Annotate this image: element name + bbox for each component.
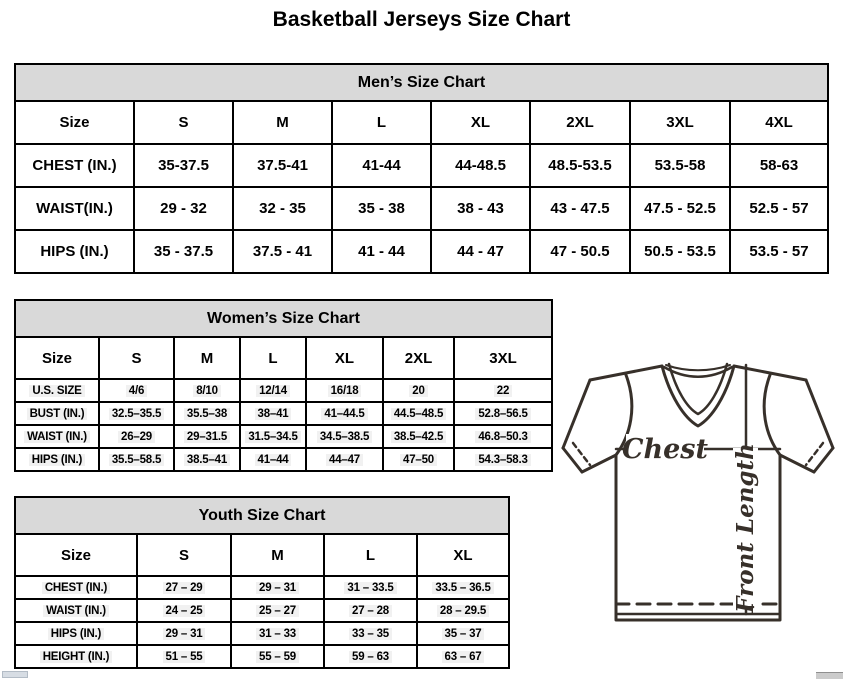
mens-value-cell: 41-44 <box>332 144 431 187</box>
chest-label: Chest <box>622 434 708 465</box>
womens-value-cell: 4/6 <box>99 379 174 402</box>
youth-value-cell: 27 – 28 <box>324 599 417 622</box>
youth-value-cell: 31 – 33 <box>231 622 324 645</box>
mens-value-cell: 43 - 47.5 <box>530 187 630 230</box>
womens-value-cell: 34.5–38.5 <box>306 425 383 448</box>
mens-value-cell: 38 - 43 <box>431 187 530 230</box>
womens-row-label: WAIST (IN.) <box>15 425 99 448</box>
front-length-label: Front Length <box>732 443 759 613</box>
mens-row-label: WAIST(IN.) <box>15 187 134 230</box>
womens-size-row-label: Size <box>15 337 99 379</box>
mens-table-row <box>15 187 828 230</box>
womens-column-header: M <box>174 337 240 379</box>
mens-value-cell: 48.5-53.5 <box>530 144 630 187</box>
womens-value-cell: 22 <box>454 379 552 402</box>
jersey-measurement-diagram <box>556 352 841 644</box>
scrollbar-fragment-left[interactable] <box>2 671 28 678</box>
mens-column-header: 4XL <box>730 101 828 144</box>
womens-value-cell: 35.5–38 <box>174 402 240 425</box>
youth-value-cell: 29 – 31 <box>231 576 324 599</box>
mens-row-label: HIPS (IN.) <box>15 230 134 273</box>
youth-value-cell: 59 – 63 <box>324 645 417 668</box>
womens-row-label: BUST (IN.) <box>15 402 99 425</box>
mens-value-cell: 29 - 32 <box>134 187 233 230</box>
mens-value-cell: 50.5 - 53.5 <box>630 230 730 273</box>
youth-row-label: HIPS (IN.) <box>15 622 137 645</box>
youth-value-cell: 31 – 33.5 <box>324 576 417 599</box>
mens-value-cell: 35-37.5 <box>134 144 233 187</box>
womens-value-cell: 16/18 <box>306 379 383 402</box>
youth-size-chart-table <box>14 496 510 669</box>
youth-table-row <box>15 622 509 645</box>
youth-column-header: S <box>137 534 231 576</box>
youth-row-label: HEIGHT (IN.) <box>15 645 137 668</box>
mens-chart-title: Men’s Size Chart <box>15 64 828 101</box>
womens-value-cell: 26–29 <box>99 425 174 448</box>
mens-column-header: 3XL <box>630 101 730 144</box>
womens-table-row <box>15 379 552 402</box>
mens-value-cell: 53.5-58 <box>630 144 730 187</box>
youth-table-row <box>15 576 509 599</box>
youth-table-row <box>15 645 509 668</box>
youth-value-cell: 25 – 27 <box>231 599 324 622</box>
womens-value-cell: 20 <box>383 379 454 402</box>
youth-row-label: WAIST (IN.) <box>15 599 137 622</box>
youth-column-header: XL <box>417 534 509 576</box>
youth-value-cell: 24 – 25 <box>137 599 231 622</box>
youth-column-header: L <box>324 534 417 576</box>
mens-value-cell: 35 - 38 <box>332 187 431 230</box>
womens-value-cell: 47–50 <box>383 448 454 471</box>
mens-row-label: CHEST (IN.) <box>15 144 134 187</box>
womens-value-cell: 12/14 <box>240 379 306 402</box>
page-title: Basketball Jerseys Size Chart <box>272 8 571 31</box>
youth-value-cell: 63 – 67 <box>417 645 509 668</box>
womens-table-row <box>15 402 552 425</box>
womens-value-cell: 29–31.5 <box>174 425 240 448</box>
womens-column-header: S <box>99 337 174 379</box>
womens-row-label: HIPS (IN.) <box>15 448 99 471</box>
youth-value-cell: 28 – 29.5 <box>417 599 509 622</box>
youth-value-cell: 27 – 29 <box>137 576 231 599</box>
youth-size-row-label: Size <box>15 534 137 576</box>
womens-value-cell: 38.5–42.5 <box>383 425 454 448</box>
mens-table-row <box>15 230 828 273</box>
youth-value-cell: 35 – 37 <box>417 622 509 645</box>
womens-value-cell: 44.5–48.5 <box>383 402 454 425</box>
youth-column-header: M <box>231 534 324 576</box>
youth-chart-title: Youth Size Chart <box>15 497 509 534</box>
womens-table-row <box>15 425 552 448</box>
mens-column-header: M <box>233 101 332 144</box>
mens-value-cell: 32 - 35 <box>233 187 332 230</box>
mens-value-cell: 37.5-41 <box>233 144 332 187</box>
womens-value-cell: 38.5–41 <box>174 448 240 471</box>
mens-value-cell: 44-48.5 <box>431 144 530 187</box>
womens-value-cell: 8/10 <box>174 379 240 402</box>
womens-row-label: U.S. SIZE <box>15 379 99 402</box>
youth-value-cell: 55 – 59 <box>231 645 324 668</box>
womens-value-cell: 31.5–34.5 <box>240 425 306 448</box>
womens-column-header: 2XL <box>383 337 454 379</box>
mens-value-cell: 47 - 50.5 <box>530 230 630 273</box>
mens-value-cell: 47.5 - 52.5 <box>630 187 730 230</box>
mens-value-cell: 44 - 47 <box>431 230 530 273</box>
womens-value-cell: 32.5–35.5 <box>99 402 174 425</box>
womens-value-cell: 52.8–56.5 <box>454 402 552 425</box>
mens-column-header: 2XL <box>530 101 630 144</box>
youth-value-cell: 51 – 55 <box>137 645 231 668</box>
mens-column-header: S <box>134 101 233 144</box>
mens-value-cell: 52.5 - 57 <box>730 187 828 230</box>
mens-size-chart-table <box>14 63 829 274</box>
youth-value-cell: 33.5 – 36.5 <box>417 576 509 599</box>
mens-column-header: L <box>332 101 431 144</box>
womens-value-cell: 38–41 <box>240 402 306 425</box>
womens-value-cell: 41–44.5 <box>306 402 383 425</box>
scrollbar-fragment-right[interactable] <box>816 672 843 679</box>
womens-value-cell: 41–44 <box>240 448 306 471</box>
youth-table-row <box>15 599 509 622</box>
mens-value-cell: 41 - 44 <box>332 230 431 273</box>
youth-row-label: CHEST (IN.) <box>15 576 137 599</box>
womens-column-header: 3XL <box>454 337 552 379</box>
youth-value-cell: 29 – 31 <box>137 622 231 645</box>
mens-value-cell: 53.5 - 57 <box>730 230 828 273</box>
mens-size-row-label: Size <box>15 101 134 144</box>
mens-table-row <box>15 144 828 187</box>
mens-column-header: XL <box>431 101 530 144</box>
womens-table-row <box>15 448 552 471</box>
mens-value-cell: 58-63 <box>730 144 828 187</box>
mens-value-cell: 37.5 - 41 <box>233 230 332 273</box>
womens-column-header: XL <box>306 337 383 379</box>
womens-column-header: L <box>240 337 306 379</box>
mens-value-cell: 35 - 37.5 <box>134 230 233 273</box>
womens-value-cell: 54.3–58.3 <box>454 448 552 471</box>
youth-value-cell: 33 – 35 <box>324 622 417 645</box>
womens-size-chart-table <box>14 299 553 472</box>
womens-value-cell: 35.5–58.5 <box>99 448 174 471</box>
womens-value-cell: 44–47 <box>306 448 383 471</box>
womens-value-cell: 46.8–50.3 <box>454 425 552 448</box>
womens-chart-title: Women’s Size Chart <box>15 300 552 337</box>
